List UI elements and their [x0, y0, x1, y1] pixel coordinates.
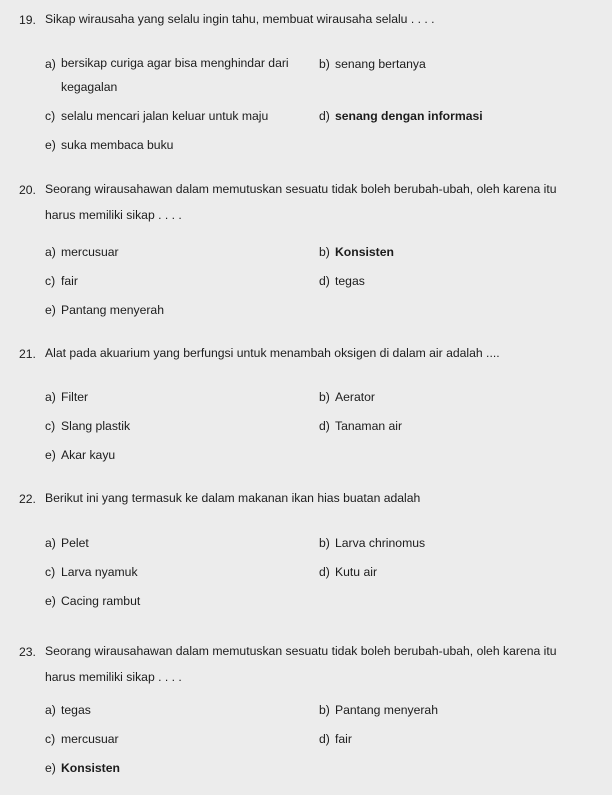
option-a[interactable]: a) mercusuar — [45, 245, 119, 259]
option-text: mercusuar — [61, 732, 119, 746]
option-text: Larva nyamuk — [61, 565, 138, 579]
option-d[interactable]: d) Tanaman air — [319, 419, 403, 433]
option-c[interactable]: c) fair — [45, 274, 78, 288]
question-text-line1: Seorang wirausahawan dalam memutuskan sesuatu tidak boleh berubah-ubah, oleh karena itu — [45, 644, 557, 658]
option-d[interactable]: d) tegas — [319, 274, 365, 288]
option-b[interactable]: b) Aerator — [319, 390, 375, 404]
option-text-line2: kegagalan — [61, 80, 118, 94]
option-text: Cacing rambut — [61, 594, 141, 608]
option-text: Kutu air — [335, 565, 378, 579]
question-text: Alat pada akuarium yang berfungsi untuk menambah oksigen di dalam air adalah .... — [45, 346, 500, 360]
option-text: tegas — [61, 703, 91, 717]
option-text: fair — [335, 732, 352, 746]
option-b[interactable]: b) Konsisten — [319, 245, 394, 259]
option-c[interactable]: c) mercusuar — [45, 732, 119, 746]
option-text: tegas — [335, 274, 365, 288]
question-text-line2: harus memiliki sikap . . . . — [45, 670, 182, 684]
option-text-line1: bersikap curiga agar bisa menghindar dari — [61, 56, 289, 70]
option-e[interactable]: e) Akar kayu — [45, 448, 116, 462]
question-text: Berikut ini yang termasuk ke dalam makanan ikan hias buatan adalah — [45, 491, 421, 505]
option-c[interactable]: c) selalu mencari jalan keluar untuk maju — [45, 109, 269, 123]
question-text — [45, 638, 600, 690]
option-text: Slang plastik — [61, 419, 131, 433]
option-d[interactable]: d) fair — [319, 732, 352, 746]
option-text: Pelet — [61, 536, 89, 550]
option-text: fair — [61, 274, 78, 288]
option-text: suka membaca buku — [61, 138, 174, 152]
option-text: Pantang menyerah — [61, 303, 164, 317]
question-number: 22. — [19, 492, 36, 506]
option-text: Larva chrinomus — [335, 536, 426, 550]
option-a[interactable]: a) bersikap curiga agar bisa menghindar dari kegagalan — [45, 56, 289, 94]
option-text: Akar kayu — [61, 448, 116, 462]
option-text: Tanaman air — [335, 419, 403, 433]
option-text: Aerator — [335, 390, 375, 404]
option-e[interactable]: e) suka membaca buku — [45, 138, 174, 152]
option-text: senang dengan informasi — [335, 109, 483, 123]
question-text — [45, 176, 600, 228]
option-b[interactable]: b) Larva chrinomus — [319, 536, 426, 550]
option-e[interactable]: e) Cacing rambut — [45, 594, 141, 608]
option-e[interactable]: e) Pantang menyerah — [45, 303, 164, 317]
question-text-line2: harus memiliki sikap . . . . — [45, 208, 182, 222]
option-text: Filter — [61, 390, 89, 404]
option-c[interactable]: c) Larva nyamuk — [45, 565, 138, 579]
option-b[interactable]: b) Pantang menyerah — [319, 703, 438, 717]
option-a[interactable]: a) Pelet — [45, 536, 89, 550]
option-c[interactable]: c) Slang plastik — [45, 419, 131, 433]
option-d[interactable]: d) Kutu air — [319, 565, 378, 579]
option-e[interactable]: e) Konsisten — [45, 761, 120, 775]
question-number: 23. — [19, 645, 36, 659]
question-text: Sikap wirausaha yang selalu ingin tahu, membuat wirausaha selalu . . . . — [45, 12, 435, 26]
option-text: Konsisten — [335, 245, 394, 259]
option-text: senang bertanya — [335, 57, 426, 71]
option-a[interactable]: a) Filter — [45, 390, 89, 404]
option-text: Pantang menyerah — [335, 703, 438, 717]
option-d[interactable]: d) senang dengan informasi — [319, 109, 483, 123]
option-a[interactable]: a) tegas — [45, 703, 91, 717]
option-text: mercusuar — [61, 245, 119, 259]
option-text: selalu mencari jalan keluar untuk maju — [61, 109, 269, 123]
option-text: Konsisten — [61, 761, 120, 775]
question-number: 21. — [19, 347, 36, 361]
question-text-line1: Seorang wirausahawan dalam memutuskan sesuatu tidak boleh berubah-ubah, oleh karena itu — [45, 182, 557, 196]
question-number: 20. — [19, 183, 36, 197]
option-b[interactable]: b) senang bertanya — [319, 57, 426, 71]
question-number: 19. — [19, 13, 36, 27]
